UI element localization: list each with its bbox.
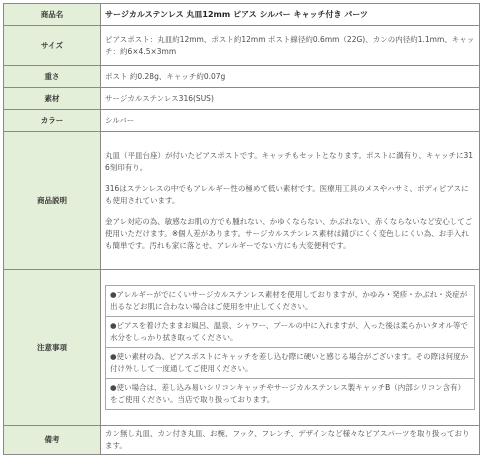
description-value bbox=[101, 132, 480, 270]
row-remarks bbox=[4, 426, 480, 455]
product-name-value: サージカルステンレス 丸皿12mm ピアス シルバー キャッチ付き パーツ bbox=[101, 4, 480, 26]
note-item: ●アレルギーがでにくいサージカルステンレス素材を使用しておりますが、かゆみ・発疹・かぶれ・炎症が出るなどお肌に合わない場合はご使用を中止してください。 bbox=[105, 285, 475, 317]
note-item: ●使い場合は、差し込み易いシリコンキャッチやサージカルステンレス製キャッチB（内部シリコン含有）をご使用ください。当店で取り扱っております。 bbox=[105, 379, 475, 410]
description-paragraph: 316はステンレスの中でもアレルギー性の極めて低い素材です。医療用工具のメスやハサミ、ボディピアスにも使用されています。 bbox=[105, 183, 469, 205]
size-label: サイズ bbox=[4, 26, 101, 66]
color-label: カラー bbox=[4, 110, 101, 132]
color-value: シルバー bbox=[101, 110, 480, 132]
row-weight bbox=[4, 66, 480, 88]
notes-value bbox=[101, 270, 480, 426]
notes-label: 注意事項 bbox=[4, 270, 101, 426]
row-material bbox=[4, 88, 480, 110]
row-product-name bbox=[4, 4, 480, 26]
note-item: ●使い素材の為、ピアスポストにキャッチを差し込む際に硬いと感じる場合がございます。その際は何度か付け外しして一度通してご使用ください。 bbox=[105, 348, 475, 379]
row-notes bbox=[4, 270, 480, 426]
product-spec-table-container bbox=[3, 3, 480, 455]
size-value: ピアスポスト：丸皿約12mm、ポスト約12mm ポスト線径約0.6mm（22G)、カンの内径約1.1mm、キャッチ：約6×4.5×3mm bbox=[101, 26, 480, 66]
description-paragraph: 丸皿（平皿台座）が付いたピアスポストです。キャッチもセットとなります。ポストに溝有り、キャッチに316刻印有り。 bbox=[105, 150, 474, 172]
remarks-label: 備考 bbox=[4, 426, 101, 455]
weight-value: ポスト 約0.28g、キャッチ約0.07g bbox=[101, 66, 480, 88]
row-description bbox=[4, 132, 480, 270]
material-label: 素材 bbox=[4, 88, 101, 110]
description-paragraph: 金アレ対応の為、敏感なお肌の方でも腫れない、かゆくならない、かぶれない、赤くならないなど安心してご使用いただけます。※個人差があります。サージカルステンレス素材は錆びにくく変色しにくい為、お手入れも簡単です。汚れも家に落とせ、アレルギーでない方にも大変便利です。 bbox=[105, 216, 473, 250]
product-spec-table bbox=[3, 3, 480, 455]
material-value: サージカルステンレス316(SUS) bbox=[101, 88, 480, 110]
remarks-value: カン無し丸皿、カン付き丸皿、お椀、フック、フレンチ、デザインなど様々なピアスパーツを取り扱っております。 bbox=[101, 426, 480, 455]
row-color bbox=[4, 110, 480, 132]
product-name-label: 商品名 bbox=[4, 4, 101, 26]
weight-label: 重さ bbox=[4, 66, 101, 88]
note-item: ●ピアスを着けたままお風呂、温泉、シャワー、プールの中に入れますが、入った後は柔らかいタオル等で水分をしっかり拭き取ってください。 bbox=[105, 317, 475, 348]
row-size bbox=[4, 26, 480, 66]
description-label: 商品説明 bbox=[4, 132, 101, 270]
